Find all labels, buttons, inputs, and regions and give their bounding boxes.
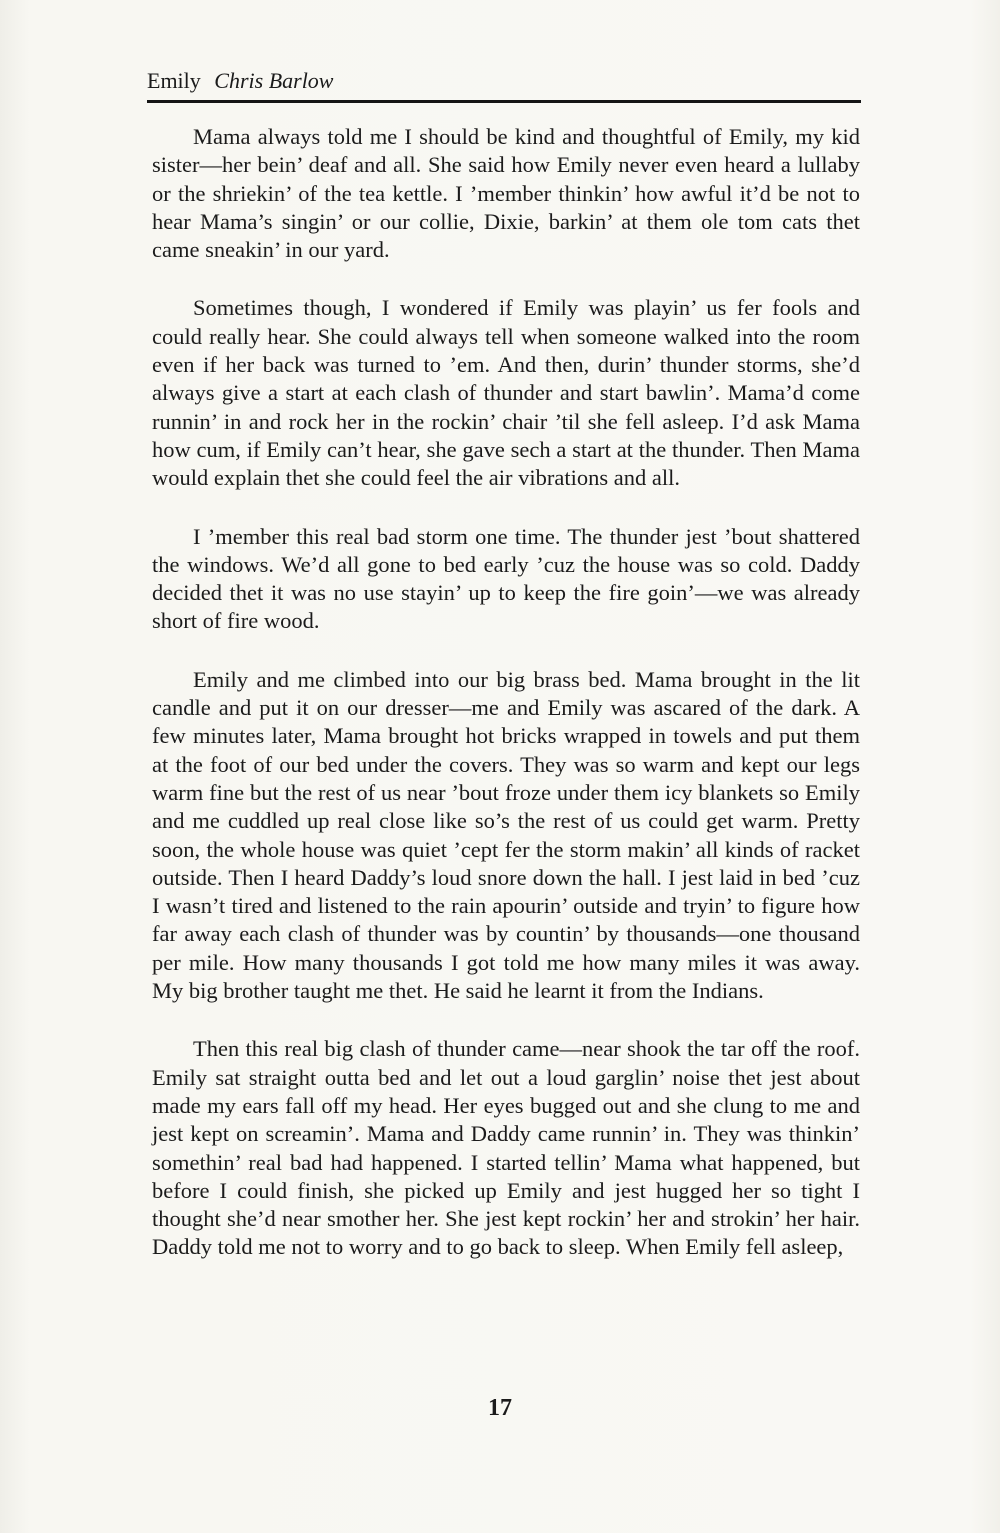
story-body	[152, 123, 860, 1292]
paragraph: Sometimes though, I wondered if Emily was playin’ us fer fools and could really hear. She could always tell when someone walked into the room even if her back was turned to ’em. And then, durin’ thunder storms, she’d always give a start at each clash of thunder and start bawlin’. Mama’d come runnin’ in and rock her in the rockin’ chair ’til she fell asleep. I’d ask Mama how cum, if Emily can’t hear, she gave sech a start at the thunder. Then Mama would explain thet she could feel the air vibrations and all.	[152, 295, 860, 491]
paragraph: Then this real big clash of thunder came—near shook the tar off the roof. Emily sat straight outta bed and let out a loud garglin’ noise thet jest about made my ears fall off my head. Her eyes bugged out and she clung to me and jest kept on screamin’. Mama and Daddy came runnin’ in. They was thinkin’ somethin’ real bad had happened. I started tellin’ Mama what happened, but before I could finish, she picked up Emily and jest hugged her so tight I thought she’d near smother her. She jest kept rockin’ her and strokin’ her hair. Daddy told me not to worry and to go back to sleep. When Emily fell asleep,	[152, 1036, 860, 1260]
paragraph: Emily and me climbed into our big brass bed. Mama brought in the lit candle and put it on our dresser—me and Emily was ascared of the dark. A few minutes later, Mama brought hot bricks wrapped in towels and put them at the foot of our bed under the covers. They was so warm and kept our legs warm fine but the rest of us near ’bout froze under them icy blankets so Emily and me cuddled up real close like so’s the rest of us could get warm. Pretty soon, the whole house was quiet ’cept fer the storm makin’ all kinds of racket outside. Then I heard Daddy’s loud snore down the hall. I jest laid in bed ’cuz I wasn’t tired and listened to the rain apourin’ outside and tryin’ to figure how far away each clash of thunder was by countin’ by thousands—one thousand per mile. How many thousands I got told me how many miles it was away. My big brother taught me thet. He said he learnt it from the Indians.	[152, 666, 860, 1004]
page-number: 17	[488, 1395, 512, 1421]
paragraph: I ’member this real bad storm one time. The thunder jest ’bout shattered the windows. We’d all gone to bed early ’cuz the house was so cold. Daddy decided thet it was no use stayin’ up to keep the fire goin’—we was already short of fire wood.	[152, 523, 860, 634]
paragraph: Mama always told me I should be kind and thoughtful of Emily, my kid sister—her bein’ deaf and all. She said how Emily never even heard a lullaby or the shriekin’ of the tea kettle. I ’member thinkin’ how awful it’d be not to hear Mama’s singin’ or our collie, Dixie, barkin’ at them ole tom cats thet came sneakin’ in our yard.	[152, 124, 860, 263]
author-name: Chris Barlow	[214, 68, 334, 93]
story-title: Emily	[147, 68, 201, 93]
running-head	[147, 66, 861, 103]
